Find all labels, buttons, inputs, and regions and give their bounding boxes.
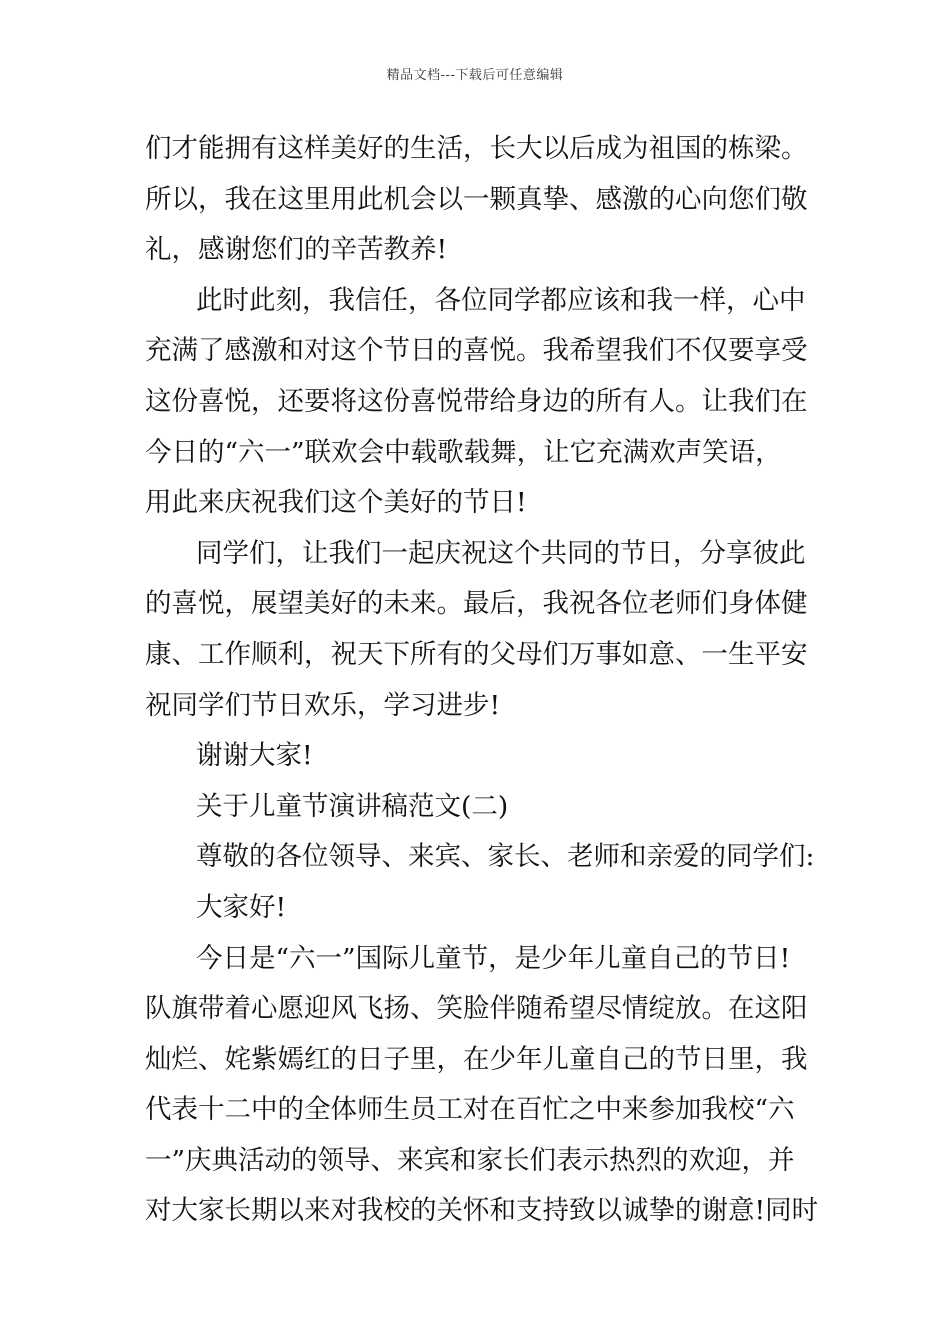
text-line: 祝同学们节日欢乐，学习进步!: [145, 689, 501, 721]
text-line: 康、工作顺利，祝天下所有的父母们万事如意、一生平安: [145, 638, 808, 670]
greeting-line: 大家好!: [196, 891, 287, 923]
text-line: 礼，感谢您们的辛苦教养!: [145, 234, 448, 266]
salutation-line: 尊敬的各位领导、来宾、家长、老师和亲爱的同学们:: [196, 841, 815, 873]
text-line: 用此来庆祝我们这个美好的节日!: [145, 487, 527, 519]
paragraph-start-line: 此时此刻，我信任，各位同学都应该和我一样，心中: [196, 284, 806, 316]
paragraph-start-line: 今日是“六一”国际儿童节，是少年儿童自己的节日!: [196, 942, 791, 974]
paragraph-start-line: 同学们，让我们一起庆祝这个共同的节日，分享彼此: [196, 537, 806, 569]
section-title: 关于儿童节演讲稿范文(二): [196, 790, 509, 822]
text-line: 灿烂、姹紫嫣红的日子里，在少年儿童自己的节日里，我: [145, 1043, 808, 1075]
text-line: 代表十二中的全体师生员工对在百忙之中来参加我校“六: [145, 1094, 795, 1126]
text-line: 们才能拥有这样美好的生活，长大以后成为祖国的栋梁。: [145, 133, 808, 164]
text-line: 这份喜悦，还要将这份喜悦带给身边的所有人。让我们在: [145, 385, 808, 417]
closing-line: 谢谢大家!: [196, 740, 313, 772]
page-header: 精品文档---下载后可任意编辑: [386, 68, 564, 83]
text-line: 队旗带着心愿迎风飞扬、笑脸伴随希望尽情绽放。在这阳: [145, 993, 808, 1025]
text-line: 充满了感激和对这个节日的喜悦。我希望我们不仅要享受: [145, 335, 808, 367]
text-line: 一”庆典活动的领导、来宾和家长们表示热烈的欢迎，并: [145, 1144, 795, 1176]
text-line: 所以，我在这里用此机会以一颗真挚、感激的心向您们敬: [145, 183, 808, 215]
text-line: 今日的“六一”联欢会中载歌载舞，让它充满欢声笑语，: [145, 436, 782, 468]
text-line: 对大家长期以来对我校的关怀和支持致以诚挚的谢意!同时: [145, 1195, 819, 1227]
document-body: [145, 124, 819, 1237]
text-line: 的喜悦，展望美好的未来。最后，我祝各位老师们身体健: [145, 588, 808, 620]
